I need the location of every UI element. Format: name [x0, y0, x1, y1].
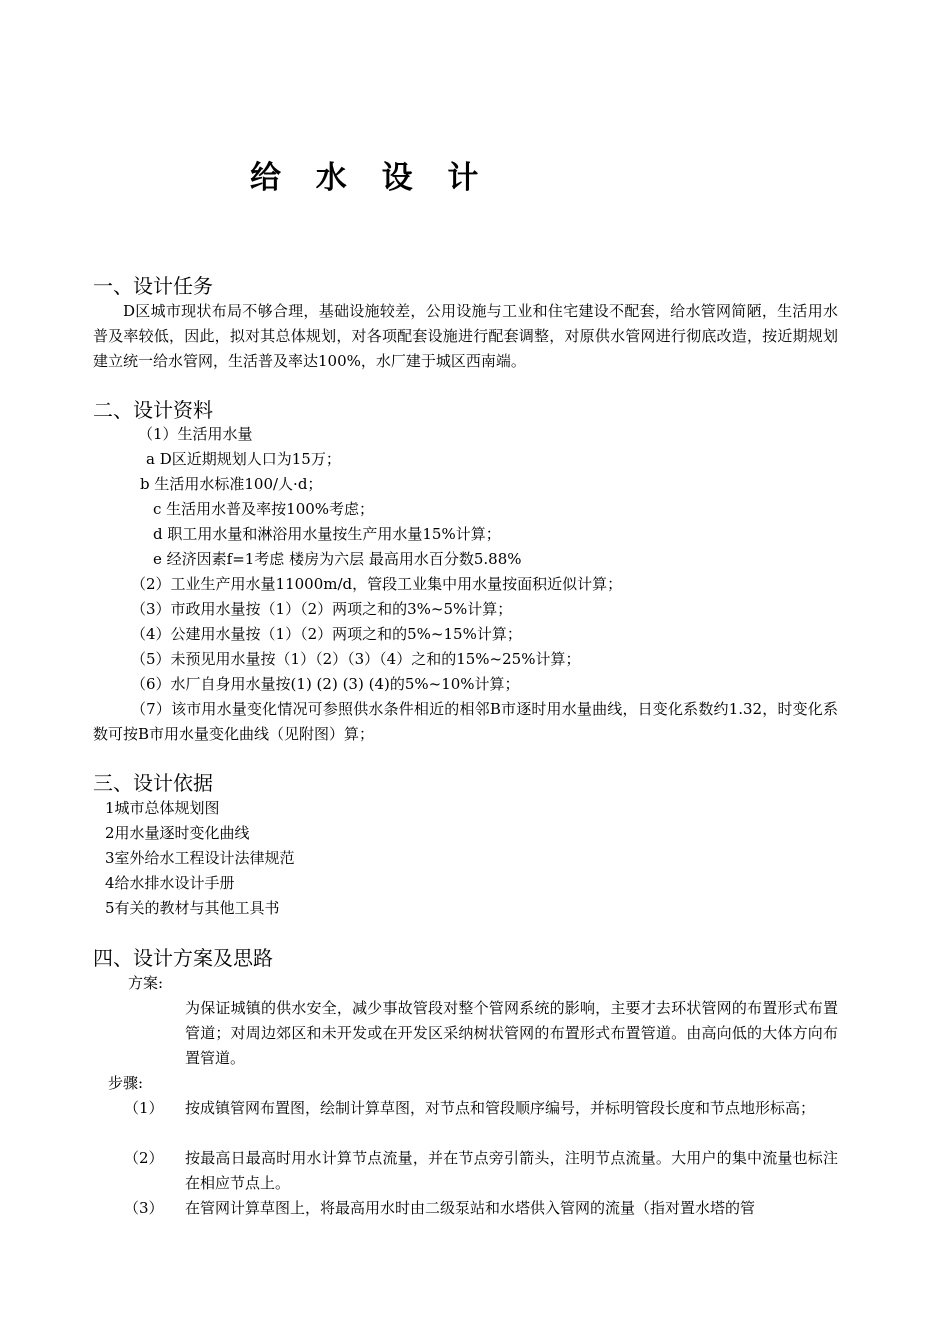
basis-item-1: 1城市总体规划图 — [105, 799, 220, 817]
step-text: 按成镇管网布置图，绘制计算草图，对节点和管段顺序编号，并标明管段长度和节点地形标高； — [185, 1099, 816, 1117]
material-item-1a: a D区近期规划人口为15万； — [146, 450, 341, 468]
basis-item-4: 4给水排水设计手册 — [105, 874, 235, 892]
steps-label: 步骤: — [108, 1074, 144, 1092]
material-item-3: （3）市政用水量按（1）（2）两项之和的3%~5%计算； — [131, 600, 513, 618]
material-item-7: （7）该市用水量变化情况可参照供水条件相近的相邻B市逐时用水量曲线，日变化系数约1.32，时变化系数可按B市用水量变化曲线（见附图）算； — [93, 700, 838, 743]
step-text: 在管网计算草图上，将最高用水时由二级泵站和水塔供入管网的流量（指对置水塔的管 — [185, 1199, 756, 1217]
material-item-6: （6）水厂自身用水量按(1) (2) (3) (4)的5%~10%计算； — [131, 675, 520, 693]
basis-item-5: 5有关的教材与其他工具书 — [105, 899, 280, 917]
section-heading-task: 一、设计任务 — [93, 274, 213, 298]
material-item-1b: b 生活用水标准100/人·d； — [140, 475, 323, 493]
plan-label: 方案: — [128, 974, 164, 992]
step-text: 按最高日最高时用水计算节点流量，并在节点旁引箭头，注明节点流量。大用户的集中流量也标注在相应节点上。 — [185, 1149, 838, 1192]
basis-item-2: 2用水量逐时变化曲线 — [105, 824, 250, 842]
material-item-1: （1）生活用水量 — [138, 425, 253, 443]
material-item-1e: e 经济因素f=1考虑 楼房为六层 最高用水百分数5.88% — [153, 550, 522, 568]
material-item-4: （4）公建用水量按（1）（2）两项之和的5%~15%计算； — [131, 625, 522, 643]
material-item-1d: d 职工用水量和淋浴用水量按生产用水量15%计算； — [153, 525, 501, 543]
basis-item-3: 3室外给水工程设计法律规范 — [105, 849, 295, 867]
section-heading-basis: 三、设计依据 — [93, 771, 213, 795]
section-heading-plan: 四、设计方案及思路 — [93, 946, 273, 970]
section-heading-materials: 二、设计资料 — [93, 398, 213, 422]
step-number: （3） — [124, 1199, 164, 1217]
plan-paragraph: 为保证城镇的供水安全，减少事故管段对整个管网系统的影响，主要才去环状管网的布置形式布置管道；对周边郊区和未开发或在开发区采纳树状管网的布置形式布置管道。由高向低的大体方向布置管道。 — [185, 999, 838, 1067]
material-item-1c: c 生活用水普及率按100%考虑； — [153, 500, 375, 518]
material-item-5: （5）未预见用水量按（1）（2）（3）（4）之和的15%~25%计算； — [131, 650, 581, 668]
step-number: （1） — [124, 1099, 164, 1117]
material-item-2: （2）工业生产用水量11000m/d，管段工业集中用水量按面积近似计算； — [131, 575, 623, 593]
step-number: （2） — [124, 1149, 164, 1167]
document-title: 给 水 设 计 — [250, 160, 491, 196]
task-paragraph: D区城市现状布局不够合理，基础设施较差，公用设施与工业和住宅建设不配套，给水管网简陋，生活用水普及率较低，因此，拟对其总体规划，对各项配套设施进行配套调整，对原供水管网进行彻底改造，按近期规划建立统一给水管网，生活普及率达100%，水厂建于城区西南端。 — [93, 302, 838, 370]
